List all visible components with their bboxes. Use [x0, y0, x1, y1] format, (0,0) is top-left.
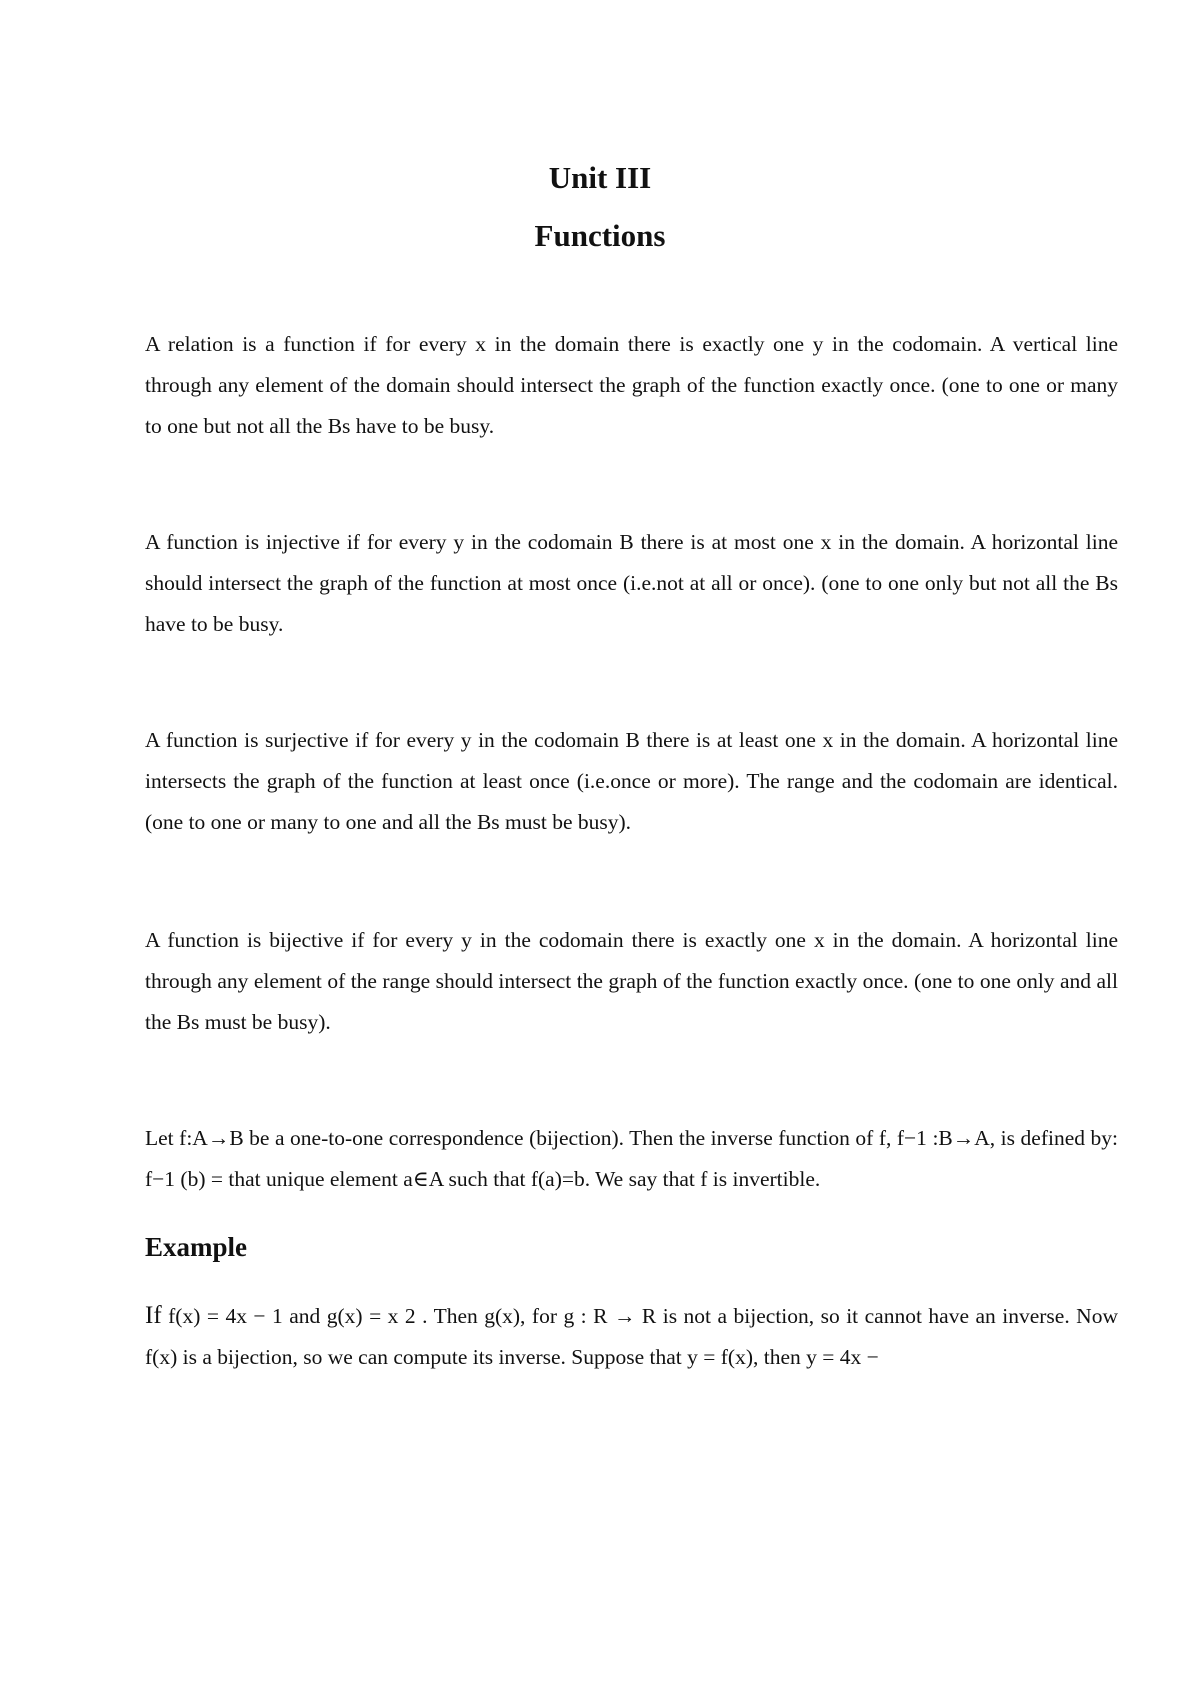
example-lead-word: If [145, 1302, 162, 1329]
paragraph-injective: A function is injective if for every y in the codomain B there is at most one x in the domain. A horizontal line should intersect the graph of the function at most once (i.e.not at all or once). (one to one only but not all the Bs have to be busy. [145, 530, 1118, 636]
paragraph-bijective: A function is bijective if for every y in the codomain there is exactly one x in the domain. A horizontal line through any element of the range should intersect the graph of the function exactly once. (one to one only and all the Bs must be busy). [145, 928, 1118, 1034]
chapter-title: Functions [534, 218, 666, 253]
example-heading: Example [145, 1232, 248, 1262]
unit-title: Unit III [548, 160, 652, 195]
paragraph-surjective: A function is surjective if for every y in the codomain B there is at least one x in the domain. A horizontal line intersects the graph of the function at least once (i.e.once or more). The range and the codomain are identical. (one to one or many to one and all the Bs must be busy). [145, 728, 1118, 834]
paragraph-inverse-function: Let f:A→B be a one-to-one correspondence (bijection). Then the inverse function of f, f−1 :B→A, is defined by: f−1 (b) = that unique element a∈A such that f(a)=b. We say that f is invertible. [145, 1126, 1118, 1191]
example-text: f(x) = 4x − 1 and g(x) = x 2 . Then g(x), for g : R → R is not a bijection, so it cannot have an inverse. Now f(x) is a bijection, so we can compute its inverse. Suppose that y = f(x), then y = 4x − [145, 1304, 1118, 1369]
paragraph-function-definition: A relation is a function if for every x in the domain there is exactly one y in the codomain. A vertical line through any element of the domain should intersect the graph of the function exactly once. (one to one or many to one but not all the Bs have to be busy. [145, 332, 1118, 438]
example-paragraph [145, 1295, 1118, 1378]
